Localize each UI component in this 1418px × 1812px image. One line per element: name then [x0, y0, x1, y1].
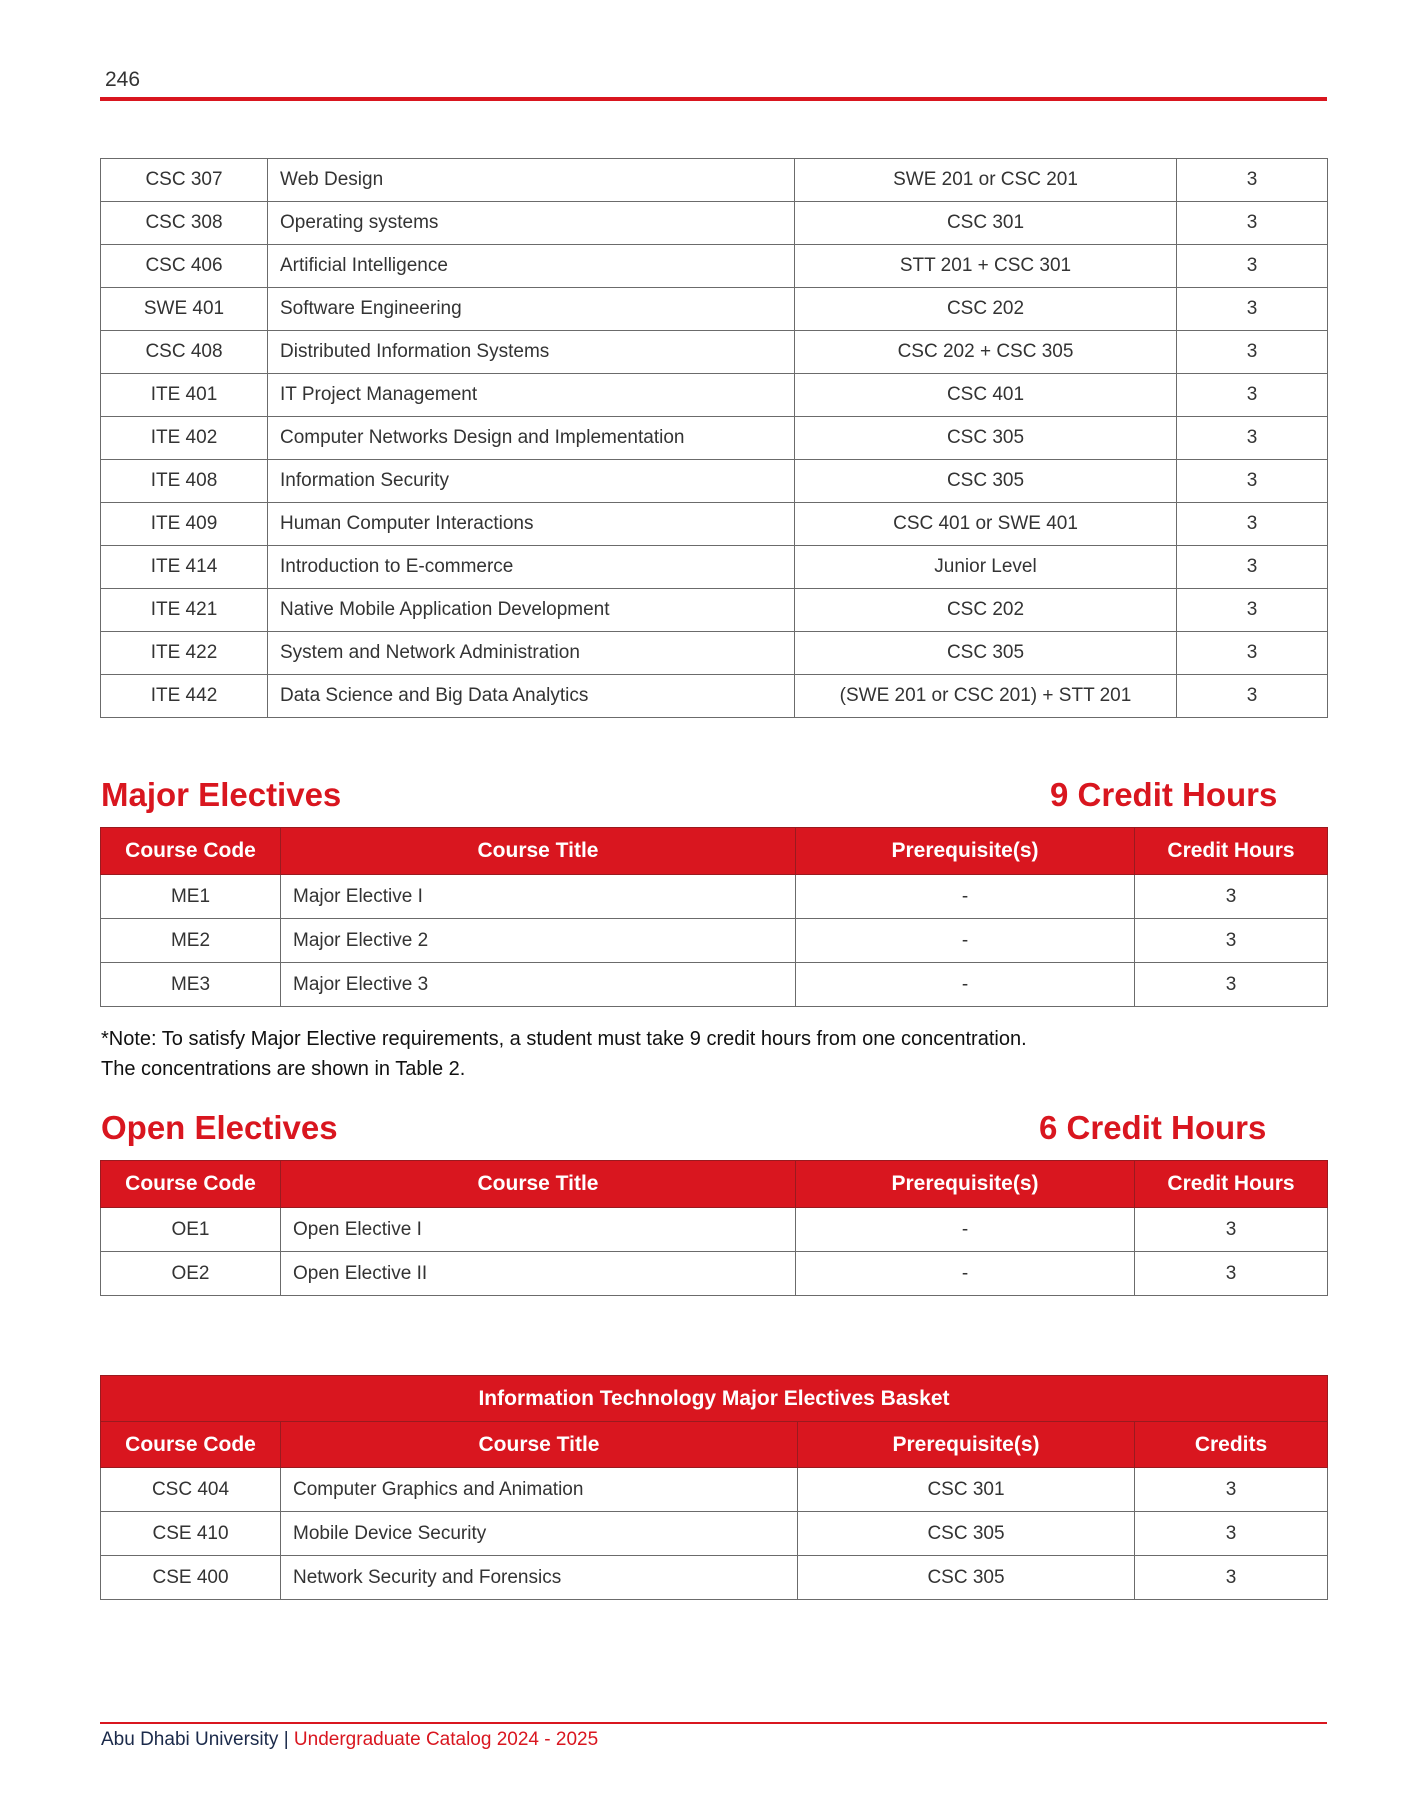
cell-course-code: CSC 404	[101, 1468, 281, 1512]
basket-caption: Information Technology Major Electives Basket	[101, 1376, 1328, 1422]
table-row	[101, 331, 1328, 374]
cell-course-code: CSC 307	[101, 159, 268, 202]
header-prerequisites: Prerequisite(s)	[796, 828, 1135, 875]
cell-course-title: Computer Networks Design and Implementation	[268, 417, 795, 460]
cell-course-code: ME1	[101, 875, 281, 919]
cell-prerequisites: (SWE 201 or CSC 201) + STT 201	[795, 675, 1177, 718]
table-row	[101, 632, 1328, 675]
cell-course-title: Distributed Information Systems	[268, 331, 795, 374]
cell-credits: 3	[1135, 1556, 1328, 1600]
cell-prerequisites: CSC 301	[795, 202, 1177, 245]
cell-credits: 3	[1177, 546, 1328, 589]
cell-prerequisites: CSC 401 or SWE 401	[795, 503, 1177, 546]
cell-course-title: Data Science and Big Data Analytics	[268, 675, 795, 718]
cell-prerequisites: -	[796, 1208, 1135, 1252]
cell-credits: 3	[1177, 589, 1328, 632]
header-course-title: Course Title	[281, 828, 796, 875]
footer-catalog: Undergraduate Catalog 2024 - 2025	[293, 1729, 599, 1750]
cell-credits: 3	[1177, 460, 1328, 503]
cell-credits: 3	[1177, 288, 1328, 331]
cell-course-code: SWE 401	[101, 288, 268, 331]
header-course-title: Course Title	[281, 1161, 796, 1208]
cell-course-title: Open Elective I	[281, 1208, 796, 1252]
major-electives-title: Major Electives	[101, 776, 342, 813]
cell-credits: 3	[1177, 374, 1328, 417]
table-row	[101, 245, 1328, 288]
cell-credits: 3	[1135, 1468, 1328, 1512]
table-row	[101, 919, 1328, 963]
cell-course-code: ITE 442	[101, 675, 268, 718]
cell-course-title: Major Elective 3	[281, 963, 796, 1007]
table-row	[101, 159, 1328, 202]
cell-credits: 3	[1177, 159, 1328, 202]
table-row	[101, 675, 1328, 718]
footer-rule	[100, 1722, 1327, 1724]
cell-course-title: System and Network Administration	[268, 632, 795, 675]
note	[101, 1024, 1027, 1084]
header-prerequisites: Prerequisite(s)	[798, 1422, 1135, 1468]
header-credit-hours: Credit Hours	[1135, 1161, 1328, 1208]
cell-prerequisites: CSC 305	[795, 417, 1177, 460]
cell-credits: 3	[1177, 503, 1328, 546]
cell-course-code: ITE 422	[101, 632, 268, 675]
footer-university: Abu Dhabi University	[101, 1729, 279, 1750]
header-course-code: Course Code	[101, 1422, 281, 1468]
table-row	[101, 417, 1328, 460]
table-row	[101, 1468, 1328, 1512]
cell-credits: 3	[1135, 1208, 1328, 1252]
cell-prerequisites: -	[796, 875, 1135, 919]
header-prerequisites: Prerequisite(s)	[796, 1161, 1135, 1208]
cell-course-code: CSC 308	[101, 202, 268, 245]
cell-course-title: Software Engineering	[268, 288, 795, 331]
cell-prerequisites: CSC 202	[795, 589, 1177, 632]
header-rule	[100, 97, 1327, 101]
table-row	[101, 288, 1328, 331]
cell-course-title: Artificial Intelligence	[268, 245, 795, 288]
cell-prerequisites: CSC 305	[795, 632, 1177, 675]
cell-credits: 3	[1177, 202, 1328, 245]
table-header-row	[101, 1422, 1328, 1468]
open-electives-table	[100, 1160, 1328, 1296]
course-table-body	[101, 159, 1328, 718]
cell-course-code: CSC 408	[101, 331, 268, 374]
cell-credits: 3	[1177, 675, 1328, 718]
cell-course-code: CSE 400	[101, 1556, 281, 1600]
cell-credits: 3	[1135, 963, 1328, 1007]
table-row	[101, 374, 1328, 417]
table-row	[101, 1556, 1328, 1600]
cell-course-code: ITE 421	[101, 589, 268, 632]
table-header-row	[101, 828, 1328, 875]
basket-body	[101, 1468, 1328, 1600]
cell-course-title: Human Computer Interactions	[268, 503, 795, 546]
cell-prerequisites: SWE 201 or CSC 201	[795, 159, 1177, 202]
cell-prerequisites: -	[796, 963, 1135, 1007]
cell-course-title: Native Mobile Application Development	[268, 589, 795, 632]
table-row	[101, 875, 1328, 919]
table-row	[101, 546, 1328, 589]
cell-course-code: ITE 402	[101, 417, 268, 460]
header-credit-hours: Credit Hours	[1135, 828, 1328, 875]
cell-credits: 3	[1177, 245, 1328, 288]
cell-prerequisites: CSC 401	[795, 374, 1177, 417]
cell-prerequisites: -	[796, 1252, 1135, 1296]
page-number: 246	[105, 68, 141, 91]
cell-credits: 3	[1135, 875, 1328, 919]
cell-course-title: Operating systems	[268, 202, 795, 245]
course-table	[100, 158, 1328, 718]
cell-course-title: Mobile Device Security	[281, 1512, 798, 1556]
cell-course-code: CSE 410	[101, 1512, 281, 1556]
cell-course-title: Introduction to E-commerce	[268, 546, 795, 589]
major-electives-credit-hours: 9 Credit Hours	[1050, 776, 1278, 813]
cell-prerequisites: -	[796, 919, 1135, 963]
cell-prerequisites: CSC 202 + CSC 305	[795, 331, 1177, 374]
table-header-row	[101, 1161, 1328, 1208]
cell-course-title: Computer Graphics and Animation	[281, 1468, 798, 1512]
table-row	[101, 1252, 1328, 1296]
cell-prerequisites: CSC 305	[798, 1556, 1135, 1600]
header-course-code: Course Code	[101, 1161, 281, 1208]
cell-course-code: ITE 414	[101, 546, 268, 589]
note-line-1: *Note: To satisfy Major Elective requirements, a student must take 9 credit hours from one concentration.	[101, 1028, 1027, 1050]
cell-course-code: ME3	[101, 963, 281, 1007]
table-row	[101, 202, 1328, 245]
cell-credits: 3	[1177, 417, 1328, 460]
cell-prerequisites: CSC 305	[798, 1512, 1135, 1556]
cell-course-title: Network Security and Forensics	[281, 1556, 798, 1600]
cell-course-title: Major Elective I	[281, 875, 796, 919]
cell-credits: 3	[1135, 1512, 1328, 1556]
cell-course-title: Web Design	[268, 159, 795, 202]
open-electives-credit-hours: 6 Credit Hours	[1039, 1109, 1267, 1146]
cell-credits: 3	[1177, 331, 1328, 374]
table-row	[101, 1208, 1328, 1252]
cell-credits: 3	[1135, 1252, 1328, 1296]
cell-course-code: ITE 401	[101, 374, 268, 417]
cell-course-code: ME2	[101, 919, 281, 963]
open-electives-title: Open Electives	[101, 1109, 338, 1146]
table-row	[101, 1512, 1328, 1556]
footer-separator: |	[283, 1729, 289, 1750]
cell-course-title: IT Project Management	[268, 374, 795, 417]
cell-course-code: CSC 406	[101, 245, 268, 288]
table-row	[101, 963, 1328, 1007]
cell-credits: 3	[1135, 919, 1328, 963]
major-electives-body	[101, 875, 1328, 1007]
table-row	[101, 503, 1328, 546]
note-line-2: The concentrations are shown in Table 2.	[101, 1058, 466, 1080]
open-electives-body	[101, 1208, 1328, 1296]
cell-prerequisites: Junior Level	[795, 546, 1177, 589]
cell-course-title: Open Elective II	[281, 1252, 796, 1296]
cell-prerequisites: CSC 301	[798, 1468, 1135, 1512]
cell-course-title: Major Elective 2	[281, 919, 796, 963]
major-electives-table	[100, 827, 1328, 1007]
cell-course-code: ITE 408	[101, 460, 268, 503]
cell-credits: 3	[1177, 632, 1328, 675]
header-course-code: Course Code	[101, 828, 281, 875]
header-course-title: Course Title	[281, 1422, 798, 1468]
cell-course-title: Information Security	[268, 460, 795, 503]
header-credits: Credits	[1135, 1422, 1328, 1468]
major-electives-basket-table	[100, 1375, 1328, 1600]
cell-prerequisites: CSC 305	[795, 460, 1177, 503]
footer	[101, 1729, 598, 1751]
cell-course-code: OE1	[101, 1208, 281, 1252]
cell-course-code: ITE 409	[101, 503, 268, 546]
cell-prerequisites: STT 201 + CSC 301	[795, 245, 1177, 288]
table-row	[101, 589, 1328, 632]
cell-course-code: OE2	[101, 1252, 281, 1296]
table-row	[101, 460, 1328, 503]
cell-prerequisites: CSC 202	[795, 288, 1177, 331]
basket-caption-row	[101, 1376, 1328, 1422]
